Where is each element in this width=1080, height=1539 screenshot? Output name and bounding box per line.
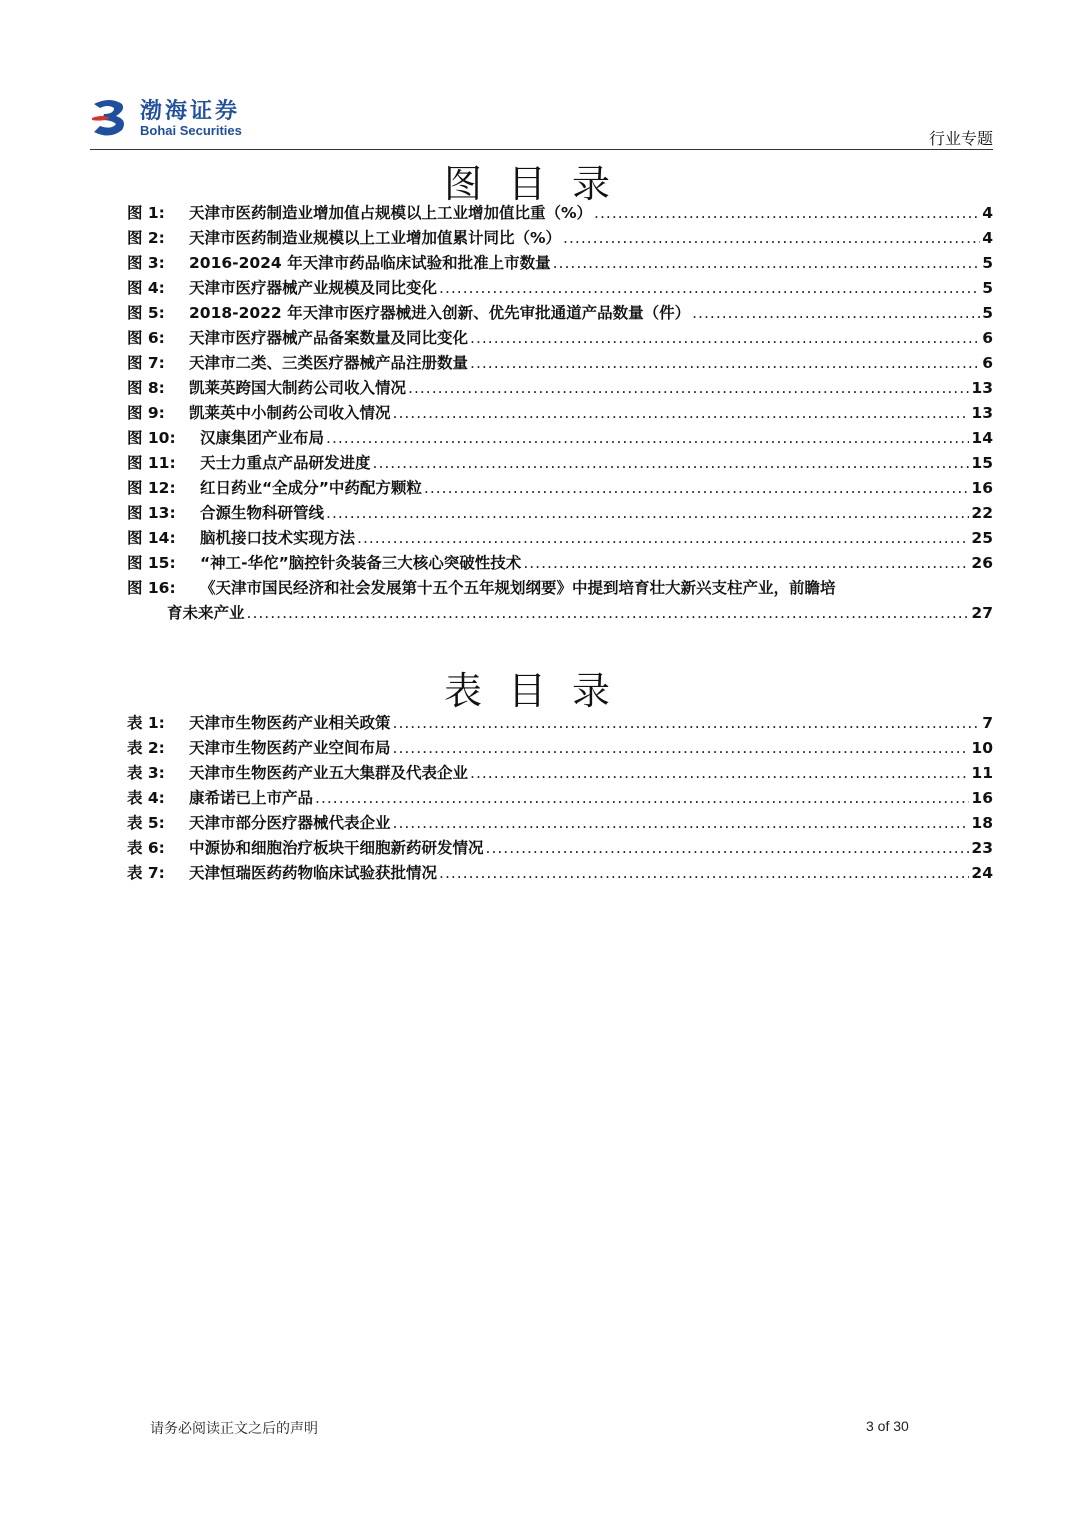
- figure-entry[interactable]: [127, 526, 993, 551]
- entry-page: 11: [971, 764, 993, 782]
- entry-label: 表 7:: [127, 864, 165, 882]
- dot-leader: [523, 551, 969, 576]
- entry-label: 图 1:: [127, 204, 165, 222]
- entry-label: 图 9:: [127, 404, 165, 422]
- figure-entry[interactable]: [127, 551, 993, 576]
- dot-leader: [326, 426, 969, 451]
- footer-disclaimer: 请务必阅读正文之后的声明: [150, 1421, 318, 1437]
- entry-title: 天津市生物医药产业空间布局: [189, 739, 391, 757]
- entry-page: 23: [971, 839, 993, 857]
- entry-title: 汉康集团产业布局: [200, 429, 325, 447]
- entry-page: 13: [971, 404, 993, 422]
- dot-leader: [470, 351, 980, 376]
- header-divider: [90, 149, 993, 150]
- page-header: [90, 92, 993, 148]
- figure-entry[interactable]: [127, 501, 993, 526]
- figure-entry[interactable]: [127, 451, 993, 476]
- company-logo: [90, 92, 290, 142]
- entry-label: 表 5:: [127, 814, 165, 832]
- entry-page: 5: [982, 254, 993, 272]
- dot-leader: [594, 201, 980, 226]
- entry-label: 图 4:: [127, 279, 165, 297]
- figure-entry[interactable]: [127, 276, 993, 301]
- entry-title: 天津恒瑞医药药物临床试验获批情况: [189, 864, 438, 882]
- entry-page: 6: [982, 329, 993, 347]
- entry-title: 天津市生物医药产业五大集群及代表企业: [189, 764, 469, 782]
- entry-title: 合源生物科研管线: [200, 504, 325, 522]
- bohai-logo-icon: [90, 96, 128, 138]
- figure-entry[interactable]: [127, 301, 993, 326]
- dot-leader: [563, 226, 980, 251]
- table-entry[interactable]: [127, 786, 993, 811]
- entry-page: 4: [982, 204, 993, 222]
- entry-label: 图 16:: [127, 579, 176, 597]
- table-entry[interactable]: [127, 761, 993, 786]
- entry-title-line2: 育未来产业: [167, 604, 245, 622]
- entry-title: 康希诺已上市产品: [189, 789, 314, 807]
- dot-leader: [470, 326, 980, 351]
- entry-page: 4: [982, 229, 993, 247]
- entry-title: 凯莱英中小制药公司收入情况: [189, 404, 391, 422]
- entry-page: 5: [982, 279, 993, 297]
- entry-label: 图 11:: [127, 454, 176, 472]
- entry-title: 天津市部分医疗器械代表企业: [189, 814, 391, 832]
- entry-label: 图 5:: [127, 304, 165, 322]
- figure-entry[interactable]: [127, 476, 993, 501]
- figure-entry[interactable]: [127, 326, 993, 351]
- entry-title: 天津市医疗器械产品备案数量及同比变化: [189, 329, 469, 347]
- entry-title: 天津市医药制造业增加值占规模以上工业增加值比重（%）: [189, 204, 593, 222]
- figure-entry[interactable]: [127, 426, 993, 451]
- entry-page: 24: [971, 864, 993, 882]
- dot-leader: [247, 601, 970, 626]
- entry-title: 红日药业“全成分”中药配方颗粒: [200, 479, 422, 497]
- figure-entry[interactable]: [127, 226, 993, 251]
- table-entry[interactable]: [127, 736, 993, 761]
- entry-label: 图 12:: [127, 479, 176, 497]
- entry-label: 表 1:: [127, 714, 165, 732]
- entry-title: 天津市二类、三类医疗器械产品注册数量: [189, 354, 469, 372]
- entry-title: 凯莱英跨国大制药公司收入情况: [189, 379, 407, 397]
- figure-index-title: 图目录: [443, 162, 636, 206]
- report-category: 行业专题: [928, 129, 993, 148]
- entry-page: 5: [982, 304, 993, 322]
- dot-leader: [692, 301, 980, 326]
- entry-label: 图 10:: [127, 429, 176, 447]
- dot-leader: [393, 401, 970, 426]
- figure-entry[interactable]: [127, 251, 993, 276]
- figure-entry[interactable]: [127, 376, 993, 401]
- figure-index-list: [127, 201, 993, 626]
- entry-label: 图 14:: [127, 529, 176, 547]
- entry-label: 表 4:: [127, 789, 165, 807]
- entry-title: 中源协和细胞治疗板块干细胞新药研发情况: [189, 839, 484, 857]
- entry-title: 天津市医疗器械产业规模及同比变化: [189, 279, 438, 297]
- dot-leader: [439, 861, 969, 886]
- entry-label: 图 7:: [127, 354, 165, 372]
- entry-title: 2016-2024 年天津市药品临床试验和批准上市数量: [189, 254, 551, 272]
- dot-leader: [326, 501, 969, 526]
- dot-leader: [553, 251, 981, 276]
- dot-leader: [315, 786, 969, 811]
- dot-leader: [439, 276, 980, 301]
- table-entry[interactable]: [127, 711, 993, 736]
- entry-page: 22: [971, 504, 993, 522]
- figure-entry[interactable]: [127, 201, 993, 226]
- entry-page: 18: [971, 814, 993, 832]
- figure-entry[interactable]: [127, 351, 993, 376]
- page-number: 3 of 30: [866, 1418, 909, 1434]
- entry-label: 表 3:: [127, 764, 165, 782]
- dot-leader: [393, 736, 970, 761]
- dot-leader: [486, 836, 970, 861]
- entry-label: 图 3:: [127, 254, 165, 272]
- entry-page: 16: [971, 479, 993, 497]
- entry-page: 14: [971, 429, 993, 447]
- entry-title: 天津市生物医药产业相关政策: [189, 714, 391, 732]
- entry-title: 脑机接口技术实现方法: [200, 529, 356, 547]
- dot-leader: [357, 526, 969, 551]
- entry-label: 表 2:: [127, 739, 165, 757]
- dot-leader: [373, 451, 970, 476]
- table-index-title: 表目录: [443, 669, 636, 713]
- entry-page: 15: [971, 454, 993, 472]
- entry-page: 26: [971, 554, 993, 572]
- entry-page: 25: [971, 529, 993, 547]
- entry-page: 16: [971, 789, 993, 807]
- entry-title: 天津市医药制造业规模以上工业增加值累计同比（%）: [189, 229, 562, 247]
- table-entry[interactable]: [127, 811, 993, 836]
- dot-leader: [393, 711, 981, 736]
- entry-page: 6: [982, 354, 993, 372]
- dot-leader: [408, 376, 969, 401]
- figure-entry[interactable]: [127, 576, 993, 626]
- entry-label: 图 8:: [127, 379, 165, 397]
- entry-page: 13: [971, 379, 993, 397]
- entry-page: 10: [971, 739, 993, 757]
- table-index-list: [127, 711, 993, 886]
- entry-page: 27: [971, 604, 993, 622]
- figure-entry[interactable]: [127, 401, 993, 426]
- entry-title-line1: 《天津市国民经济和社会发展第十五个五年规划纲要》中提到培育壮大新兴支柱产业，前瞻培: [200, 579, 836, 597]
- dot-leader: [470, 761, 969, 786]
- logo-chinese-name: 渤海证券: [140, 99, 241, 124]
- entry-label: 表 6:: [127, 839, 165, 857]
- entry-title: “神工-华佗”脑控针灸装备三大核心突破性技术: [200, 554, 522, 572]
- logo-english-name: Bohai Securities: [140, 123, 242, 138]
- dot-leader: [393, 811, 970, 836]
- entry-title: 天士力重点产品研发进度: [200, 454, 371, 472]
- entry-label: 图 15:: [127, 554, 176, 572]
- table-entry[interactable]: [127, 861, 993, 886]
- table-entry[interactable]: [127, 836, 993, 861]
- entry-title: 2018-2022 年天津市医疗器械进入创新、优先审批通道产品数量（件）: [189, 304, 691, 322]
- entry-page: 7: [982, 714, 993, 732]
- entry-label: 图 6:: [127, 329, 165, 347]
- entry-label: 图 2:: [127, 229, 165, 247]
- entry-label: 图 13:: [127, 504, 176, 522]
- dot-leader: [424, 476, 970, 501]
